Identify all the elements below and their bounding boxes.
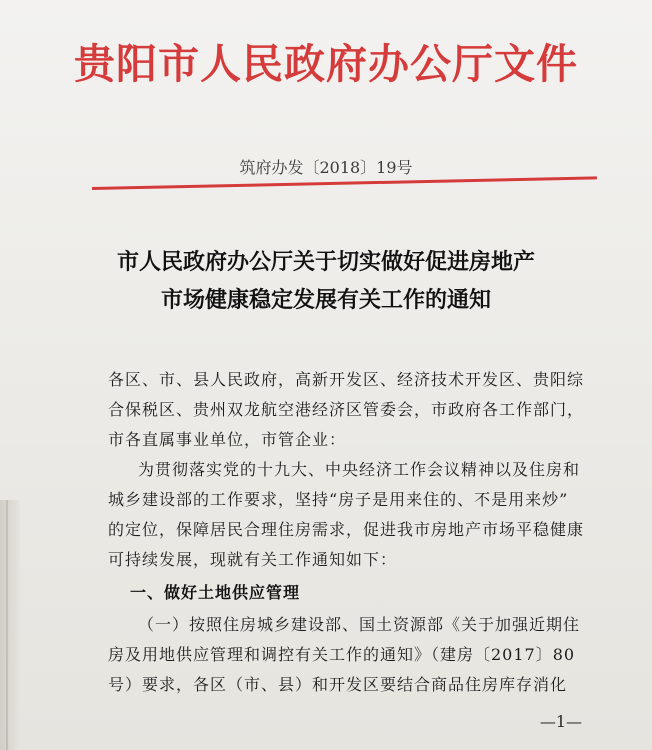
intro-line-1: 为贯彻落实党的十九大、中央经济工作会议精神以及住房和 <box>138 460 581 479</box>
intro-line-2: 城乡建设部的工作要求，坚持“房子是用来住的、不是用来炒” <box>108 490 569 509</box>
recipients-line-1: 各区、市、县人民政府，高新开发区、经济技术开发区、贵阳综 <box>108 370 585 389</box>
intro-line-3: 的定位，保障居民合理住房需求，促进我市房地产市场平稳健康 <box>108 520 585 539</box>
intro-line-4: 可持续发展，现就有关工作通知如下： <box>108 550 398 569</box>
document-title-line-1: 市人民政府办公厅关于切实做好促进房地产 <box>116 249 535 275</box>
section-1-heading: 一、做好土地供应管理 <box>130 583 301 602</box>
page-number: —1— <box>539 712 582 731</box>
section-1-line-1: （一）按照住房城乡建设部、国土资源部《关于加强近期住 <box>138 615 581 634</box>
paper-edge <box>0 500 20 750</box>
document-number: 筑府办发〔2018〕19号 <box>239 158 413 177</box>
section-1-line-2: 房及用地供应管理和调控有关工作的通知》（建房〔2017〕80 <box>108 645 576 664</box>
recipients-line-2: 合保税区、贵州双龙航空港经济区管委会，市政府各工作部门， <box>108 400 585 419</box>
section-1-line-3: 号）要求，各区（市、县）和开发区要结合商品住房库存消化 <box>108 675 568 694</box>
recipients-line-3: 市各直属事业单位，市管企业： <box>108 430 347 449</box>
document-header: 贵阳市人民政府办公厅文件 <box>74 40 578 88</box>
document-title-line-2: 市场健康稳定发展有关工作的通知 <box>160 287 491 313</box>
